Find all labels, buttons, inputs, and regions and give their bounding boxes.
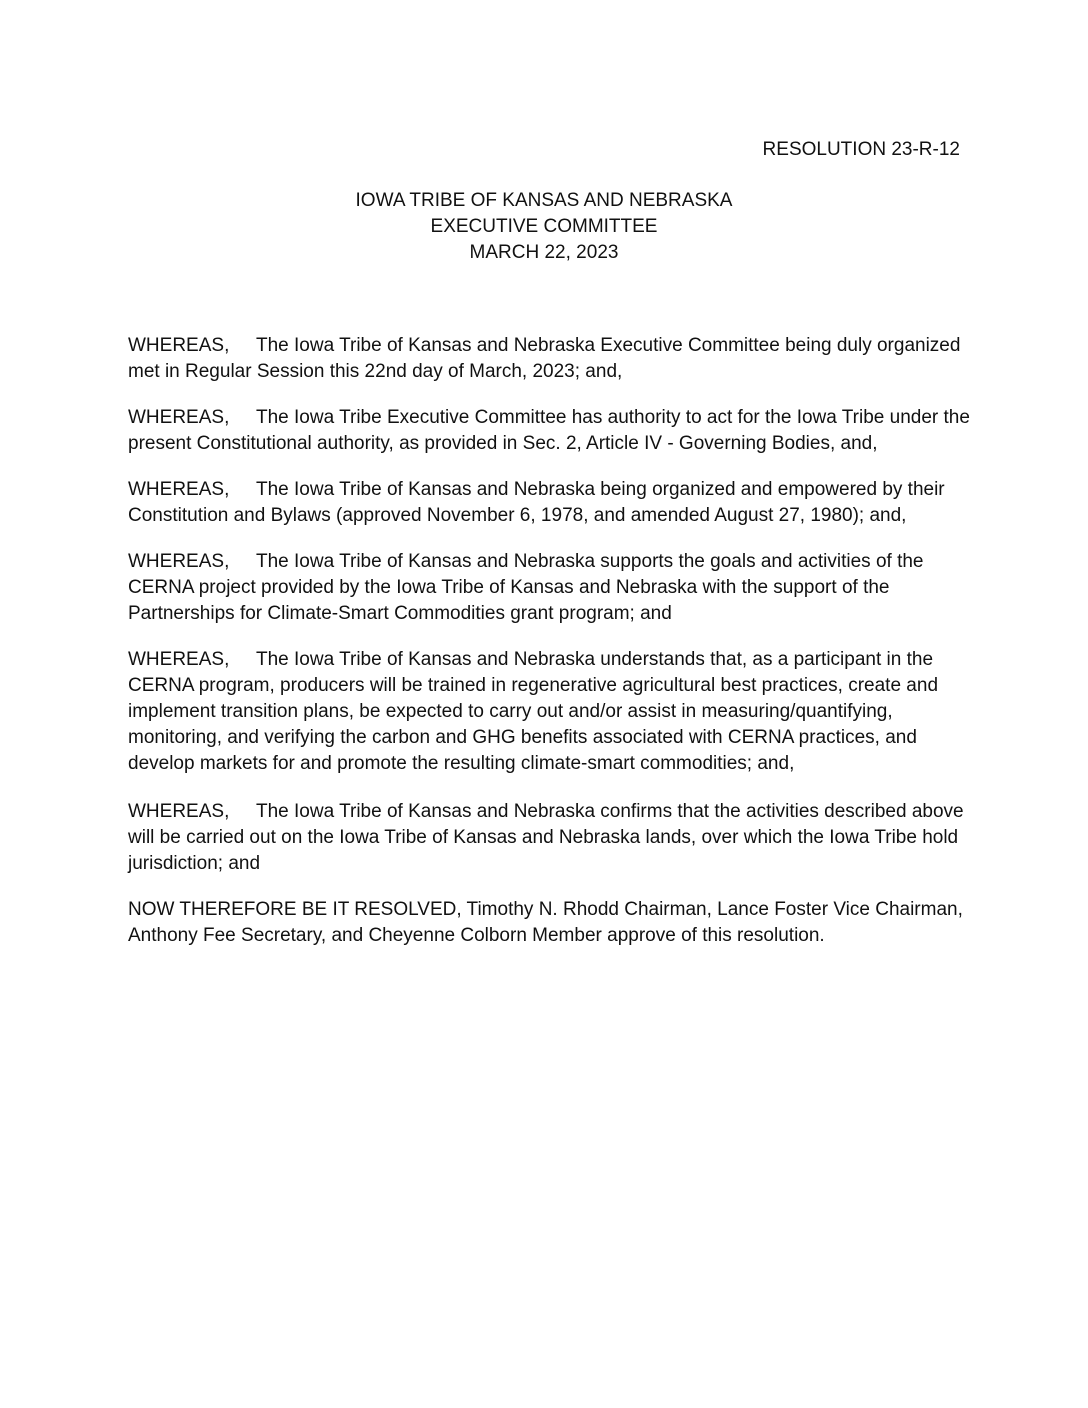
resolution-body — [128, 333, 970, 969]
whereas-clause-3 — [128, 477, 970, 529]
resolution-number: RESOLUTION 23-R-12 — [762, 139, 960, 160]
whereas-text: The Iowa Tribe of Kansas and Nebraska supports the goals and activities of the CERNA project provided by the Iowa Tribe of Kansas and Nebraska with the support of the Partnerships for Climate-Smart Commodities grant program; and — [128, 551, 924, 624]
whereas-clause-6 — [128, 799, 970, 877]
resolved-clause: NOW THEREFORE BE IT RESOLVED, Timothy N. Rhodd Chairman, Lance Foster Vice Chairman, Anthony Fee Secretary, and Cheyenne Colborn Member approve of this resolution. — [128, 899, 963, 946]
whereas-label: WHEREAS, — [128, 551, 230, 572]
header-committee: EXECUTIVE COMMITTEE — [430, 216, 658, 237]
whereas-text: The Iowa Tribe of Kansas and Nebraska confirms that the activities described above will be carried out on the Iowa Tribe of Kansas and Nebraska lands, over which the Iowa Tribe hold jurisdiction; and — [128, 801, 964, 874]
whereas-clause-5 — [128, 647, 970, 777]
whereas-clause-4 — [128, 549, 970, 627]
whereas-text: The Iowa Tribe of Kansas and Nebraska Executive Committee being duly organized met in Regular Session this 22nd day of March, 2023; and, — [128, 335, 961, 382]
whereas-clause-1 — [128, 333, 970, 385]
document-header — [0, 188, 1088, 266]
whereas-label: WHEREAS, — [128, 479, 230, 500]
whereas-label: WHEREAS, — [128, 801, 230, 822]
whereas-text: The Iowa Tribe of Kansas and Nebraska being organized and empowered by their Constitution and Bylaws (approved November 6, 1978, and amended August 27, 1980); and, — [128, 479, 945, 526]
header-date: MARCH 22, 2023 — [469, 242, 619, 263]
header-tribe-name: IOWA TRIBE OF KANSAS AND NEBRASKA — [355, 190, 733, 211]
whereas-text: The Iowa Tribe Executive Committee has authority to act for the Iowa Tribe under the present Constitutional authority, as provided in Sec. 2, Article IV - Governing Bodies, and, — [128, 407, 970, 454]
whereas-label: WHEREAS, — [128, 407, 230, 428]
whereas-text: The Iowa Tribe of Kansas and Nebraska understands that, as a participant in the CERNA program, producers will be trained in regenerative agricultural best practices, create and implement transition plans, be expected to carry out and/or assist in measuring/quantifying, monitoring, and verifying the carbon and GHG benefits associated with CERNA practices, and develop markets for and promote the resulting climate-smart commodities; and, — [128, 649, 939, 774]
whereas-clause-2 — [128, 405, 970, 457]
whereas-label: WHEREAS, — [128, 649, 230, 670]
whereas-label: WHEREAS, — [128, 335, 230, 356]
